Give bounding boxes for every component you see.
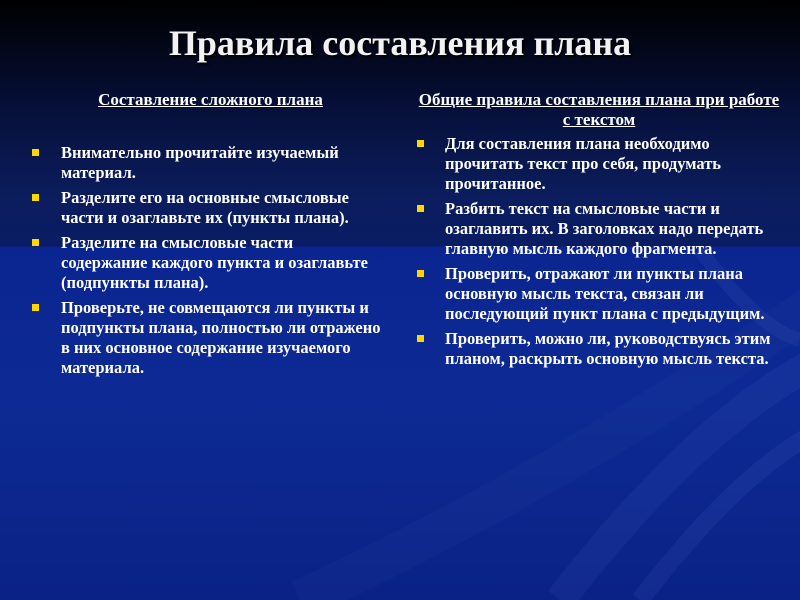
list-item (414, 329, 784, 369)
list-item-text: Разбить текст на смысловые части и озаглавить их. В заголовках надо передать главную мысль каждого фрагмента. (445, 199, 764, 258)
right-column (414, 90, 784, 374)
slide-title: Правила составления плана (168, 23, 632, 63)
left-column-heading: Составление сложного плана (98, 90, 323, 109)
list-item (28, 298, 383, 378)
list-item (414, 199, 784, 259)
list-item (414, 134, 784, 194)
list-item (414, 264, 784, 324)
list-item (28, 233, 383, 293)
square-bullet-icon (417, 205, 424, 212)
square-bullet-icon (417, 270, 424, 277)
square-bullet-icon (32, 239, 39, 246)
square-bullet-icon (417, 335, 424, 342)
list-item-text: Для составления плана необходимо прочитать текст про себя, продумать прочитанное. (445, 134, 722, 193)
list-item-text: Проверить, отражают ли пункты плана основную мысль текста, связан ли последующий пункт плана с предыдущим. (445, 264, 765, 323)
right-column-heading: Общие правила составления плана при работе с текстом (418, 90, 780, 129)
square-bullet-icon (32, 194, 39, 201)
list-item-text: Проверьте, не совмещаются ли пункты и подпункты плана, полностью ли отражено в них основное содержание изучаемого материала. (61, 298, 381, 377)
list-item-text: Разделите его на основные смысловые части и озаглавьте их (пункты плана). (61, 188, 349, 227)
left-column (28, 90, 383, 383)
square-bullet-icon (417, 140, 424, 147)
list-item (28, 188, 383, 228)
list-item-text: Внимательно прочитайте изучаемый материал. (61, 143, 339, 182)
list-item-text: Проверить, можно ли, руководствуясь этим планом, раскрыть основную мысль текста. (445, 329, 771, 368)
list-item (28, 143, 383, 183)
square-bullet-icon (32, 304, 39, 311)
right-column-list (414, 134, 784, 369)
list-item-text: Разделите на смысловые части содержание каждого пункта и озаглавьте (подпункты плана). (61, 233, 368, 292)
left-column-list (28, 143, 383, 378)
square-bullet-icon (32, 149, 39, 156)
